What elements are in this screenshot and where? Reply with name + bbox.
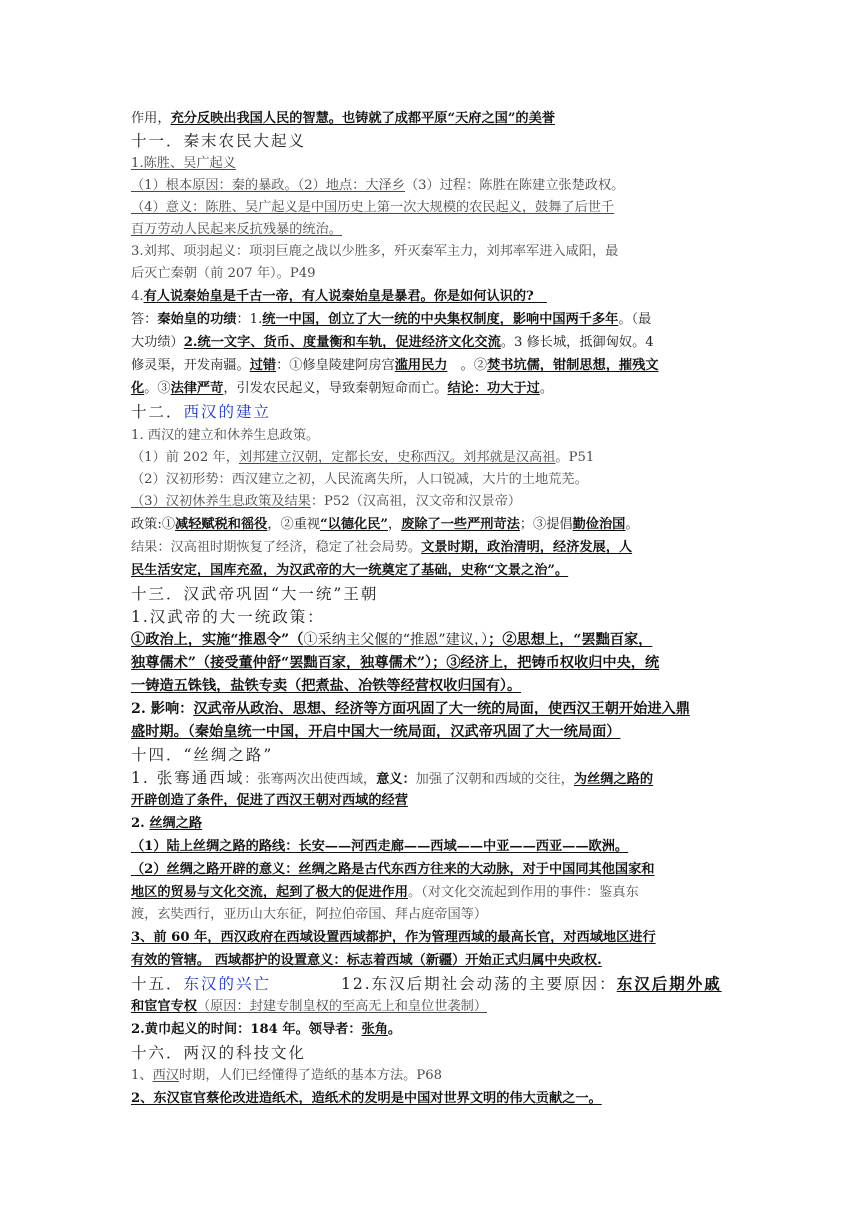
text-line	[131, 882, 741, 904]
text-run: “以德化民”	[320, 517, 388, 532]
text-run: 十三．汉武帝巩固“大一统”王朝	[131, 585, 379, 603]
text-run: 3.刘邦、项羽起义：项羽巨鹿之战以少胜多，歼灭秦军主力，刘邦率军进入咸阳，最	[131, 244, 619, 259]
text-line	[131, 175, 741, 197]
text-run: 为丝绸之路的	[573, 772, 654, 787]
section-heading	[131, 583, 741, 605]
text-run: 统一中国，创立了大一统的中央集权制度，影响中国两千多年	[262, 312, 619, 327]
text-run: 百万劳动人民起来反抗残暴的统治。	[131, 222, 342, 237]
text-run: 1.陈胜、吴广起义	[131, 156, 236, 171]
text-line	[131, 514, 741, 536]
text-run: 刘邦建立汉朝，定都长安，史称西汉。刘邦就是汉高祖	[238, 450, 556, 465]
text-run: ；②思想上，“罢黜百家，	[488, 632, 653, 648]
text-run: ：张骞两次出使西域，	[244, 772, 377, 787]
text-line	[131, 263, 741, 285]
text-run: 2、东汉宦官蔡伦改进造纸术	[131, 1091, 299, 1106]
text-run: 1. 西汉的建立和休养生息政策。	[131, 428, 320, 443]
text-line	[131, 698, 741, 720]
text-line	[131, 813, 741, 835]
text-line	[131, 652, 741, 674]
text-run: ；③提倡	[519, 517, 573, 532]
text-line	[131, 241, 741, 263]
text-line	[131, 859, 741, 881]
text-line	[131, 153, 741, 175]
text-run: 时期，人们已经懂得了造纸的基本方法。P68	[178, 1068, 442, 1083]
section-heading	[131, 744, 741, 766]
text-run: 十六．两汉的科技文化	[131, 1044, 307, 1062]
text-run: 焚书坑儒，钳制思想，摧残文	[487, 358, 659, 373]
text-run: 十四．“丝绸之路”	[131, 746, 274, 764]
text-line	[131, 629, 741, 651]
text-run: （原因：封建专制皇权的至高无上和皇位世袭制）	[196, 999, 488, 1014]
text-run: 1.汉武帝的大一统政策：	[131, 608, 325, 626]
text-run: ：1.	[236, 312, 263, 327]
section-heading	[131, 401, 741, 423]
section-heading	[131, 606, 741, 628]
text-run: （3）汉初休养生息政策及结果	[131, 494, 311, 509]
text-run: 。（最	[618, 312, 652, 327]
section-heading	[131, 1042, 741, 1064]
text-run: ：①修皇陵建阿房宫	[276, 358, 395, 373]
text-run: 十一．秦末农民大起义	[131, 132, 307, 150]
text-run: 东汉后期外戚	[616, 974, 722, 993]
text-run: ：P52（汉高祖，汉文帝和汉景帝）	[310, 494, 522, 509]
text-run: 政策:①	[131, 517, 176, 532]
text-run: （4）意义：陈胜、吴广起义是中国历史上第一次大规模的农民起义，鼓舞了后世千	[131, 200, 615, 215]
text-run: 意义：	[376, 772, 416, 787]
text-line	[131, 309, 741, 331]
text-run: 大功绩）	[131, 335, 184, 350]
text-run: （1）陆上丝绸之路的路线：长安——河西走廊——西域——中亚——西亚——欧洲。	[131, 839, 629, 854]
text-run: 。②	[447, 358, 488, 373]
text-line	[131, 286, 741, 308]
text-run: 东汉的兴亡	[183, 975, 272, 993]
text-run: 2.统一文字、货币、度量衡和车轨，促进经济文化交流	[183, 335, 501, 350]
text-run: 2.黄巾起义的时间：184 年。领导者：	[131, 1022, 362, 1037]
text-run: 开辟创造了条件，促进了西汉王朝对西域的经营	[131, 793, 408, 808]
text-run: 3、前 60 年，西汉政府在西域设置西域都护，作为管理西域的最高长官，对西域地区进行	[131, 930, 656, 945]
text-run: 西汉	[152, 1068, 179, 1083]
text-run: 结论：功大于过	[447, 381, 540, 396]
text-line	[131, 950, 741, 972]
text-run: 1、	[131, 1068, 153, 1083]
text-run: 盛时期。（秦始皇统一中国，开启中国大一统局面，汉武帝巩固了大一统局面）	[131, 724, 621, 740]
text-line	[131, 355, 741, 377]
text-run: 有人说秦始皇是千古一帝，有人说秦始皇是暴君。你是如何认识的?	[143, 289, 547, 304]
text-line	[131, 721, 741, 743]
text-run: 。	[539, 381, 553, 396]
text-line	[131, 927, 741, 949]
text-run: 修灵渠，开发南疆。	[131, 358, 250, 373]
text-run: 丝绸之路	[149, 816, 203, 831]
text-run: 秦始皇的功绩	[157, 312, 237, 327]
text-run: 滥用民力	[394, 358, 448, 373]
text-run: 12.东汉后期社会动荡的主要原因：	[271, 975, 617, 993]
text-run: 和宦官专权	[131, 999, 197, 1014]
text-run: 十二．	[131, 403, 184, 421]
text-run: 4.	[131, 289, 144, 304]
section-heading	[131, 130, 741, 152]
text-run: 结果：汉高祖时期恢复了经济，稳定了社会局势。	[131, 540, 422, 555]
text-run: 化	[131, 381, 145, 396]
text-run: （1）前 202 年，	[131, 450, 239, 465]
text-run: ，引发农民起义，导致秦朝短命而亡。	[223, 381, 448, 396]
text-line	[131, 469, 741, 491]
text-run: ①政治上，实施“推恩令”（	[131, 632, 304, 648]
text-run: 民生活安定，国库充盈，为汉武帝的大一统奠定了基础，史称“文景之治”。	[131, 563, 569, 578]
section-heading	[131, 973, 741, 995]
text-run: 。	[625, 517, 639, 532]
text-run: 。P51	[555, 450, 595, 465]
text-line	[131, 767, 741, 789]
text-run: 答：	[131, 312, 158, 327]
text-run: 法律严苛	[170, 381, 224, 396]
text-line	[131, 1088, 741, 1110]
text-run: 汉武帝从政治、思想、经济等方面巩固了大一统的局面，使西汉王朝开始进入鼎	[193, 701, 690, 717]
text-run: 有效的管辖。 西域都护的设置意义：标志着西域（新疆）开始正式归属中央政权.	[131, 953, 602, 968]
text-line	[131, 675, 741, 697]
text-line	[131, 108, 741, 130]
text-run: 减轻赋税和徭役	[175, 517, 268, 532]
text-run: 。3 修长城，抵御匈奴。4	[500, 335, 654, 350]
text-line	[131, 197, 741, 219]
text-run: ，造纸术的发明是中国对世界文明的伟大贡献之一。	[298, 1091, 602, 1106]
text-line	[131, 219, 741, 241]
text-run: 一铸造五铢钱，盐铁专卖（把煮盐、冶铁等经营权收归国有）。	[131, 678, 522, 694]
text-run: （3）过程：陈胜在陈建立张楚政权。	[404, 178, 625, 193]
text-run: 张角	[361, 1022, 388, 1037]
text-run: 后灭亡秦朝（前 207 年）。P49	[131, 266, 316, 281]
text-run: 作用，	[131, 111, 171, 126]
text-run: 渡，玄奘西行，亚历山大东征，阿拉伯帝国、拜占庭帝国等）	[131, 907, 488, 922]
text-run: 勤俭治国	[572, 517, 626, 532]
text-run: 1. 张骞通西域	[131, 769, 245, 787]
text-run: （2）汉初形势：西汉建立之初，人民流离失所，人口锐减，大片的土地荒芜。	[131, 472, 588, 487]
text-run: 。	[387, 1022, 402, 1037]
text-run: 独尊儒术”（接受董仲舒“罢黜百家，独尊儒术”）；③经济上，把铸币权收归中央，统	[131, 655, 660, 671]
text-line	[131, 1019, 741, 1041]
text-line	[131, 425, 741, 447]
text-run: 废除了一些严刑苛法	[401, 517, 520, 532]
text-run: 充分反映出我国人民的智慧。也铸就了成都平原“天府之国”的美誉	[170, 111, 555, 126]
text-line	[131, 491, 741, 513]
text-run: 。（对文化交流起到作用的事件：鉴真东	[407, 885, 639, 900]
text-run: 地区的贸易与文化交流，起到了极大的促进作用	[131, 885, 408, 900]
text-line	[131, 378, 741, 400]
text-line	[131, 537, 741, 559]
text-line	[131, 996, 741, 1018]
text-run: 。③	[144, 381, 171, 396]
text-run: 文景时期，政治清明，经济发展，人	[421, 540, 633, 555]
text-run: ①采纳主父偃的“推恩”建议，）	[303, 632, 489, 648]
text-run: 2. 影响：	[131, 701, 194, 717]
text-run: 加强了汉朝和西域的交往，	[415, 772, 574, 787]
text-run: （1）根本原因：秦的暴政。（2）地点：大泽乡	[131, 178, 405, 193]
text-run: （2）丝绸之路开辟的意义：丝绸之路是古代东西方往来的大动脉，对于中国同其他国家和	[131, 862, 655, 877]
text-line	[131, 790, 741, 812]
text-line	[131, 560, 741, 582]
text-run: ，②重视	[267, 517, 321, 532]
text-run: 过错	[249, 358, 277, 373]
text-line	[131, 332, 741, 354]
text-line	[131, 1065, 741, 1087]
text-run: 2.	[131, 816, 150, 831]
text-run: ，	[388, 517, 402, 532]
text-run: 十五．	[131, 975, 184, 993]
text-line	[131, 904, 741, 926]
text-run: 西汉的建立	[183, 403, 272, 421]
text-line	[131, 447, 741, 469]
text-line	[131, 836, 741, 858]
